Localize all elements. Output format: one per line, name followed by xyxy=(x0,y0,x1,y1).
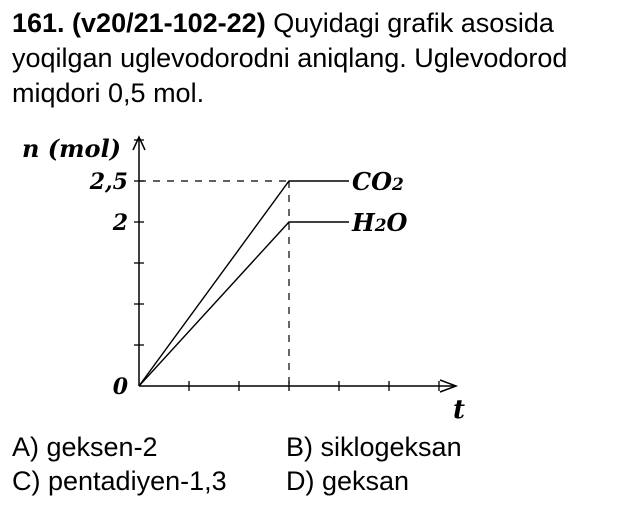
series-label-co2: CO2 xyxy=(352,167,404,196)
y-tick-label: 2,5 xyxy=(89,169,128,195)
x-axis-title xyxy=(453,395,465,425)
series-label-h2o: H2O xyxy=(352,208,408,237)
y-tick-label: 0 xyxy=(112,374,128,400)
y-axis-label: n (mol) xyxy=(22,134,122,163)
chart xyxy=(0,125,480,425)
question-number: 161. (v20/21-102-22) xyxy=(12,8,266,38)
series-group xyxy=(139,181,349,386)
series-line-co2 xyxy=(139,181,349,386)
option-b[interactable]: B) siklogeksan xyxy=(286,432,462,462)
x-axis-label: t xyxy=(453,395,466,425)
y-axis-ticks xyxy=(89,125,144,400)
series-line-h2o xyxy=(139,222,349,386)
series-labels xyxy=(351,167,408,237)
answer-options xyxy=(12,430,462,498)
y-axis-title xyxy=(22,134,121,163)
y-tick-label: 2 xyxy=(112,210,128,236)
question-text xyxy=(12,6,632,111)
option-d[interactable]: D) geksan xyxy=(286,466,410,496)
question-body: Quyidagi grafik asosida yoqilgan uglevodorodni aniqlang. Uglevodorod miqdori 0,5 mol. xyxy=(12,8,568,108)
option-c[interactable]: C) pentadiyen-1,3 xyxy=(12,466,227,496)
option-a[interactable]: A) geksen-2 xyxy=(12,432,158,462)
